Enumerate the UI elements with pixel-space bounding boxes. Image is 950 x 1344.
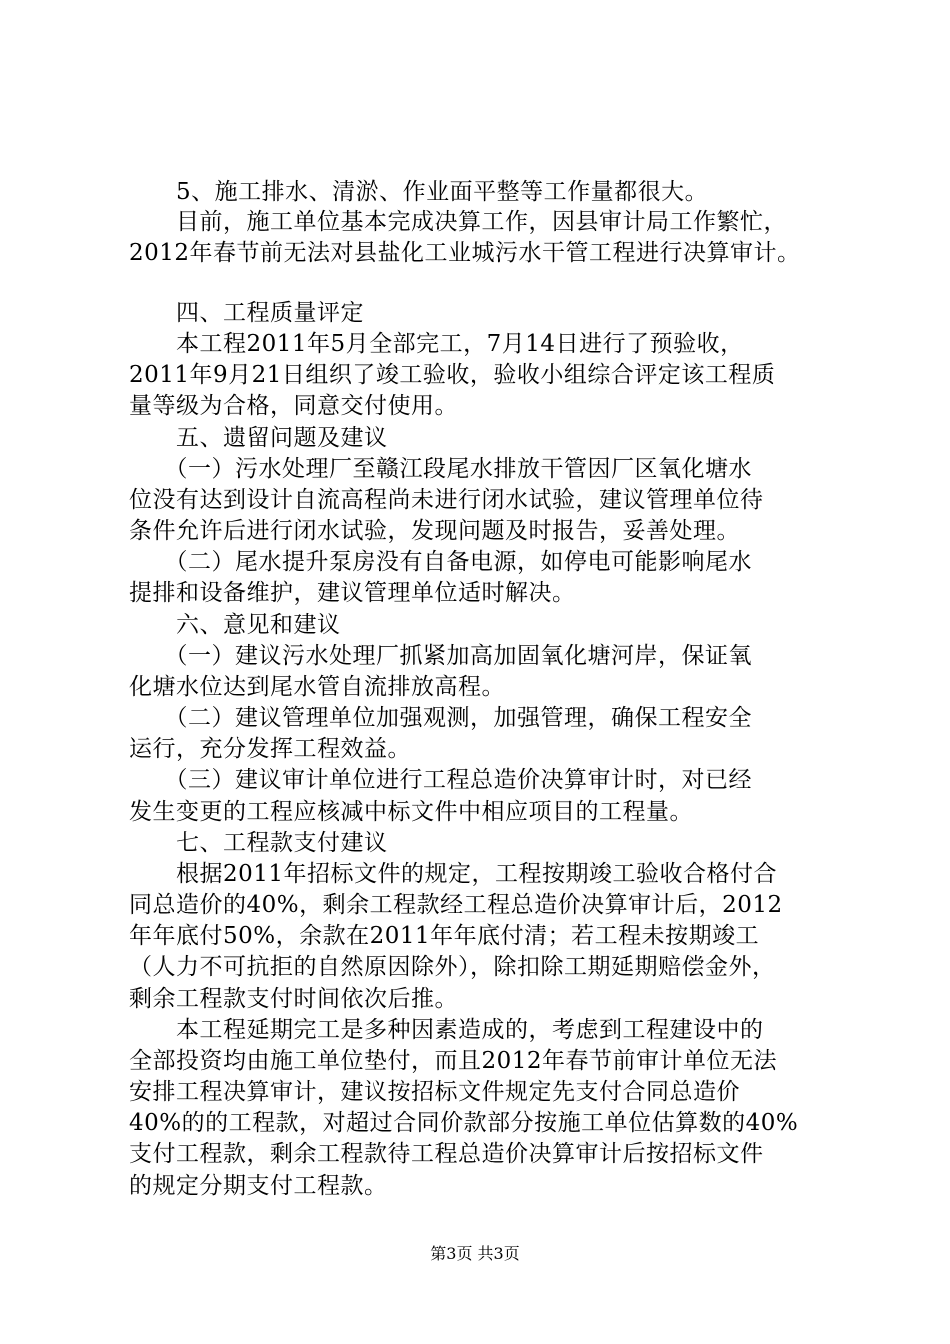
text-line: 本工程2011年5月全部完工，7月14日进行了预验收， (129, 331, 744, 357)
section-heading: 七、工程款支付建议 (129, 830, 388, 856)
text-line: （一）污水处理厂至赣江段尾水排放干管因厂区氧化塘水 (129, 456, 752, 482)
text-line: 年年底付50%，余款在2011年年底付清；若工程未按期竣工 (129, 923, 760, 949)
text-line: 量等级为合格，同意交付使用。 (129, 393, 458, 419)
section-heading: 四、工程质量评定 (129, 300, 364, 326)
text-line: 发生变更的工程应核减中标文件中相应项目的工程量。 (129, 799, 693, 825)
text-line: 支付工程款，剩余工程款待工程总造价决算审计后按招标文件 (129, 1141, 764, 1167)
text-line: 目前，施工单位基本完成决算工作，因县审计局工作繁忙， (129, 209, 787, 235)
text-line: 2012年春节前无法对县盐化工业城污水干管工程进行决算审计。 (129, 240, 801, 266)
text-line: 安排工程决算审计，建议按招标文件规定先支付合同总造价 (129, 1079, 740, 1105)
text-line: （二）建议管理单位加强观测，加强管理，确保工程安全 (129, 705, 752, 731)
text-line: 同总造价的40%，剩余工程款经工程总造价决算审计后，2012 (129, 892, 783, 918)
text-line: 40%的的工程款，对超过合同价款部分按施工单位估算数的40% (129, 1110, 799, 1136)
text-line: （一）建议污水处理厂抓紧加高加固氧化塘河岸，保证氧 (129, 643, 752, 669)
text-line: 2011年9月21日组织了竣工验收，验收小组综合评定该工程质 (129, 362, 776, 388)
text-line: 剩余工程款支付时间依次后推。 (129, 986, 458, 1012)
section-heading: 六、意见和建议 (129, 612, 341, 638)
text-line: 条件允许后进行闭水试验，发现问题及时报告，妥善处理。 (129, 518, 740, 544)
text-line: 提排和设备维护，建议管理单位适时解决。 (129, 580, 576, 606)
text-line: 位没有达到设计自流高程尚未进行闭水试验，建议管理单位待 (129, 487, 764, 513)
text-line: 本工程延期完工是多种因素造成的，考虑到工程建设中的 (129, 1017, 764, 1043)
text-line: （人力不可抗拒的自然原因除外），除扣除工期延期赔偿金外， (129, 954, 776, 980)
text-line: 化塘水位达到尾水管自流排放高程。 (129, 674, 505, 700)
text-line: 的规定分期支付工程款。 (129, 1173, 388, 1199)
text-line: （二）尾水提升泵房没有自备电源，如停电可能影响尾水 (129, 549, 752, 575)
text-line: 全部投资均由施工单位垫付，而且2012年春节前审计单位无法 (129, 1048, 778, 1074)
text-line: 5、施工排水、清淤、作业面平整等工作量都很大。 (129, 179, 709, 205)
page-number-footer: 第3页 共3页 (430, 1244, 520, 1263)
text-line: 运行，充分发挥工程效益。 (129, 736, 411, 762)
text-line: （三）建议审计单位进行工程总造价决算审计时，对已经 (129, 767, 752, 793)
section-heading: 五、遗留问题及建议 (129, 425, 388, 451)
text-line: 根据2011年招标文件的规定，工程按期竣工验收合格付合 (129, 861, 778, 887)
